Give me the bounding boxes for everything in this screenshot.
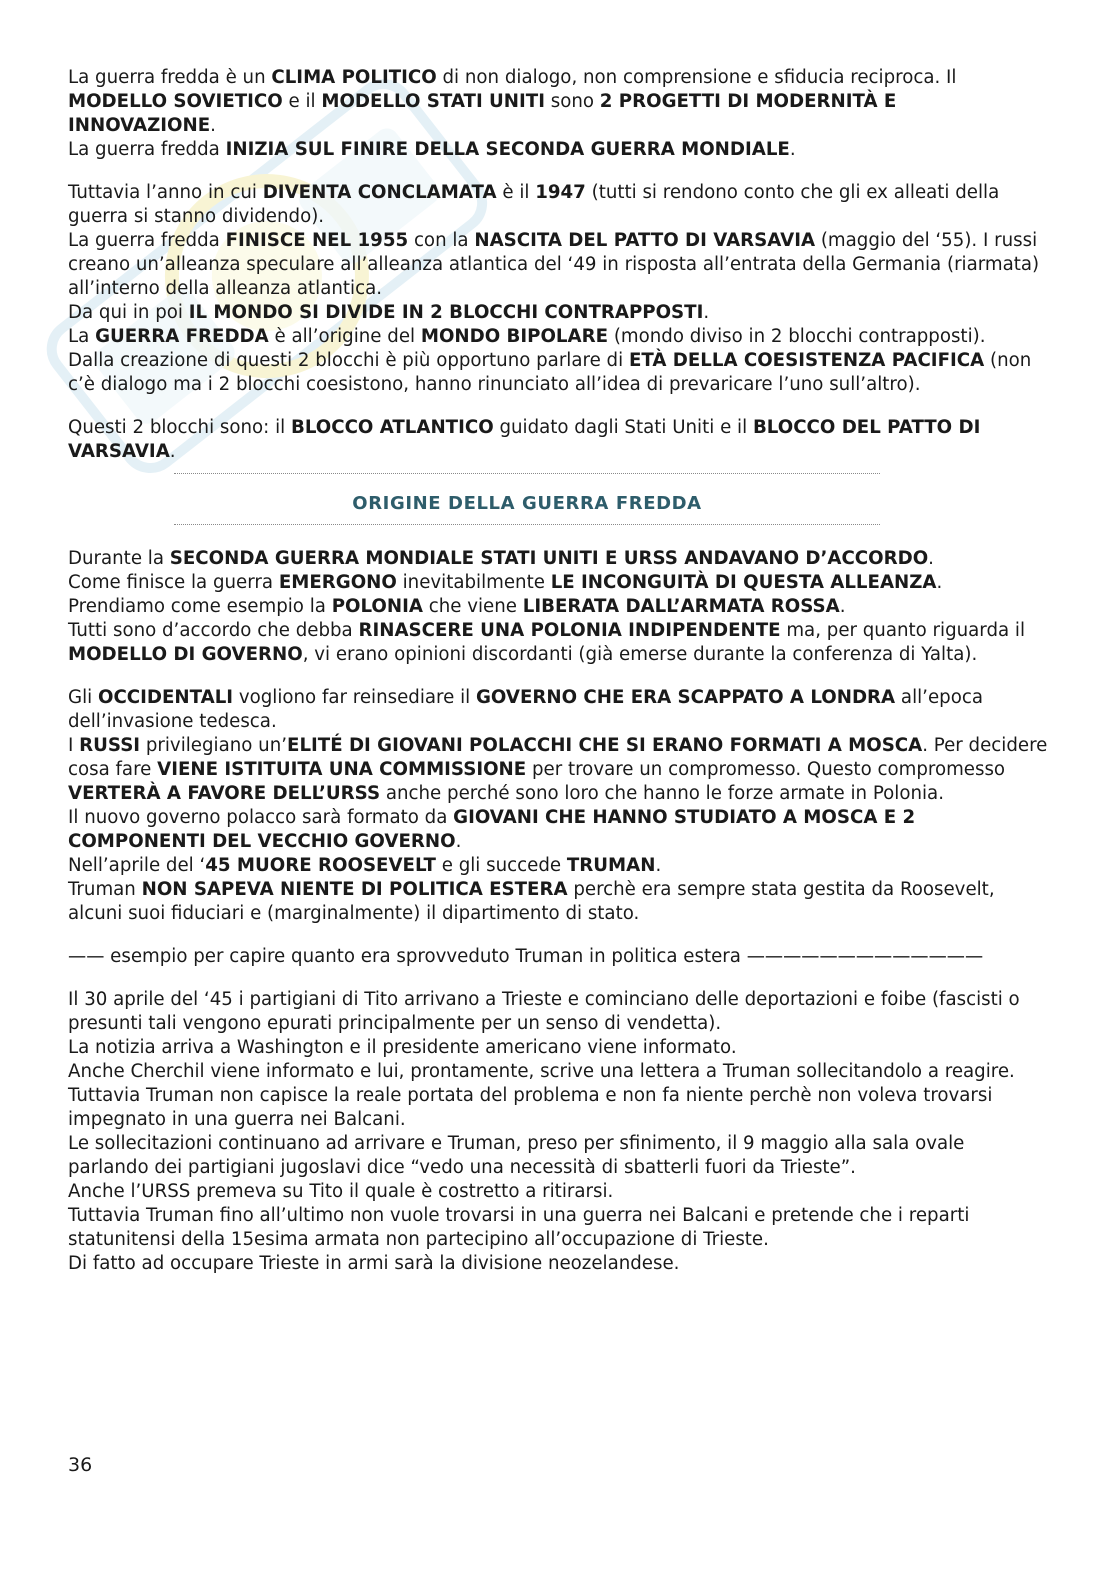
text-run: (maggio del ‘55). I russi creano un’alleanza speculare all’alleanza atlantica del ‘49 in risposta all’entrata della Germania (riarmata) all’interno della alleanza atlantica.	[68, 230, 1040, 299]
text-run: La guerra fredda	[68, 230, 226, 251]
text-run: è all’origine del	[268, 326, 421, 347]
bold-phrase: NASCITA DEL PATTO DI VARSAVIA	[474, 230, 816, 251]
text-run: e il	[282, 91, 322, 112]
bold-phrase: BLOCCO DEL PATTO DI VARSAVIA	[68, 417, 981, 462]
text-run: Nell’aprile del ‘	[68, 855, 206, 876]
text-run: Il 30 aprile del ‘45 i partigiani di Tito arrivano a Trieste e cominciano delle deportazioni e foibe (fascisti o presunti tali vengono epurati principalmente per un senso di vendetta).	[68, 989, 1020, 1034]
paragraph-trieste	[68, 988, 1048, 1276]
text-run: con la	[408, 230, 475, 251]
bold-phrase: LIBERATA DALL’ARMATA ROSSA	[522, 596, 840, 617]
bold-phrase: ELITÉ DI GIOVANI POLACCHI CHE SI ERANO FORMATI A MOSCA	[287, 735, 923, 756]
text-line	[68, 229, 1048, 301]
bold-phrase: OCCIDENTALI	[97, 687, 234, 708]
bold-phrase: FINISCE NEL 1955	[225, 230, 409, 251]
bold-phrase: DIVENTA CONCLAMATA	[262, 182, 497, 203]
text-run: La	[68, 326, 96, 347]
text-line	[68, 301, 1048, 325]
paragraph-example-line	[68, 945, 1048, 969]
divider-bottom	[174, 524, 880, 525]
text-line	[68, 734, 1048, 806]
paragraph-intro-2	[68, 181, 1048, 397]
text-run: Tuttavia Truman fino all’ultimo non vuole trovarsi in una guerra nei Balcani e pretende che i reparti statunitensi della 15esima armata non partecipino all’occupazione di Trieste.	[68, 1205, 970, 1250]
text-run: è il	[496, 182, 536, 203]
text-run: Come finisce la guerra	[68, 572, 279, 593]
text-run: perchè era sempre stata gestita da Roosevelt, alcuni suoi fiduciari e (marginalmente) il dipartimento di stato.	[68, 879, 995, 924]
text-run: Questi 2 blocchi sono: il	[68, 417, 291, 438]
bold-phrase: BLOCCO ATLANTICO	[290, 417, 494, 438]
bold-phrase: TRUMAN	[566, 855, 656, 876]
text-run: . Per decidere cosa fare	[68, 735, 1048, 780]
bold-phrase: ETÀ DELLA COESISTENZA PACIFICA	[628, 350, 985, 371]
paragraph-intro-1	[68, 66, 1048, 162]
text-run: .	[210, 115, 216, 136]
text-run: Gli	[68, 687, 98, 708]
text-run: (non c’è dialogo ma i 2 blocchi coesistono, hanno rinunciato all’idea di prevaricare l’uno sull’altro).	[68, 350, 1032, 395]
text-run: Di fatto ad occupare Trieste in armi sarà la divisione neozelandese.	[68, 1253, 680, 1274]
text-run: Anche Cherchil viene informato e lui, prontamente, scrive una lettera a Truman sollecitandolo a reagire.	[68, 1061, 1015, 1082]
text-line	[68, 1204, 1048, 1252]
bold-phrase: SECONDA GUERRA MONDIALE STATI UNITI E URSS ANDAVANO D’ACCORDO	[169, 548, 929, 569]
bold-phrase: VERTERÀ A FAVORE DELL’URSS	[68, 783, 381, 804]
bold-phrase: INIZIA SUL FINIRE DELLA SECONDA GUERRA MONDIALE	[225, 139, 790, 160]
text-line	[68, 181, 1048, 229]
bold-phrase: 45 MUORE ROOSEVELT	[205, 855, 436, 876]
bold-phrase: LE INCONGUITÀ DI QUESTA ALLEANZA	[550, 572, 937, 593]
text-line	[68, 1060, 1048, 1084]
text-run: La guerra fredda	[68, 139, 226, 160]
text-line	[68, 686, 1048, 734]
text-line	[68, 138, 1048, 162]
text-run: .	[703, 302, 710, 323]
text-run: .	[169, 441, 176, 462]
text-run: e gli succede	[435, 855, 567, 876]
text-line	[68, 945, 1048, 969]
paragraph-origin-1	[68, 547, 1048, 667]
bold-phrase: POLONIA	[331, 596, 423, 617]
text-run: La notizia arriva a Washington e il presidente americano viene informato.	[68, 1037, 737, 1058]
paragraph-origin-2	[68, 686, 1048, 926]
bold-phrase: VIENE ISTITUITA UNA COMMISSIONE	[157, 759, 527, 780]
text-run: Durante la	[68, 548, 170, 569]
text-line	[68, 1180, 1048, 1204]
text-run: .	[789, 139, 796, 160]
text-run: Il nuovo governo polacco sarà formato da	[68, 807, 454, 828]
section-heading: ORIGINE DELLA GUERRA FREDDA	[352, 493, 702, 514]
bold-phrase: MODELLO SOVIETICO	[68, 91, 283, 112]
text-line	[68, 595, 1048, 619]
text-line	[68, 1252, 1048, 1276]
text-line	[68, 66, 1048, 138]
text-run: Tutti sono d’accordo che debba	[68, 620, 359, 641]
text-run: .	[839, 596, 846, 617]
text-run: .	[928, 548, 934, 569]
bold-phrase: MODELLO STATI UNITI	[321, 91, 545, 112]
text-run: Tuttavia l’anno in cui	[68, 182, 263, 203]
divider-top	[174, 473, 880, 474]
text-run: .	[455, 831, 462, 852]
bold-phrase: RUSSI	[79, 735, 141, 756]
bold-phrase: CLIMA POLITICO	[271, 67, 437, 88]
text-run: ma, per quanto riguarda il	[780, 620, 1026, 641]
text-run: (mondo diviso in 2 blocchi contrapposti).	[608, 326, 986, 347]
bold-phrase: GOVERNO CHE ERA SCAPPATO A LONDRA	[475, 687, 896, 708]
text-line	[68, 988, 1048, 1036]
text-line	[68, 1132, 1048, 1180]
text-run: —— esempio per capire quanto era sprovveduto Truman in politica estera —————————————	[68, 946, 984, 967]
document-body	[68, 66, 1048, 1276]
bold-phrase: GIOVANI CHE HANNO STUDIATO A MOSCA E 2 COMPONENTI DEL VECCHIO GOVERNO	[68, 807, 916, 852]
text-run: vogliono far reinsediare il	[233, 687, 476, 708]
bold-phrase: EMERGONO	[278, 572, 397, 593]
text-run: Prendiamo come esempio la	[68, 596, 332, 617]
text-run: di non dialogo, non comprensione e sfiducia reciproca. Il	[436, 67, 957, 88]
bold-phrase: 2 PROGETTI DI MODERNITÀ E INNOVAZIONE	[68, 91, 897, 136]
text-run: per trovare un compromesso. Questo compromesso	[526, 759, 1006, 780]
text-run: La guerra fredda è un	[68, 67, 272, 88]
bold-phrase: NON SAPEVA NIENTE DI POLITICA ESTERA	[141, 879, 568, 900]
text-line	[68, 806, 1048, 854]
text-line	[68, 571, 1048, 595]
page-number: 36	[68, 1454, 93, 1476]
text-line	[68, 878, 1048, 926]
text-line	[68, 547, 1048, 571]
text-line	[68, 1036, 1048, 1060]
text-run: Truman	[68, 879, 142, 900]
text-run: all’epoca dell’invasione tedesca.	[68, 687, 983, 732]
text-run: (tutti si rendono conto che gli ex alleati della guerra si stanno dividendo).	[68, 182, 1000, 227]
text-run: I	[68, 735, 80, 756]
text-run: Tuttavia Truman non capisce la reale portata del problema e non fa niente perchè non voleva trovarsi impegnato in una guerra nei Balcani.	[68, 1085, 993, 1130]
text-run: che viene	[422, 596, 523, 617]
paragraph-intro-3	[68, 416, 1048, 464]
text-line	[68, 854, 1048, 878]
bold-phrase: GUERRA FREDDA	[95, 326, 269, 347]
text-run: anche perché sono loro che hanno le forze armate in Polonia.	[380, 783, 944, 804]
text-run: guidato dagli Stati Uniti e il	[493, 417, 753, 438]
text-run: Anche l’URSS premeva su Tito il quale è costretto a ritirarsi.	[68, 1181, 614, 1202]
text-run: inevitabilmente	[396, 572, 551, 593]
text-line	[68, 416, 1048, 464]
text-line	[68, 325, 1048, 349]
bold-phrase: IL MONDO SI DIVIDE IN 2 BLOCCHI CONTRAPPOSTI	[188, 302, 704, 323]
bold-phrase: MODELLO DI GOVERNO	[68, 644, 303, 665]
text-run: sono	[544, 91, 600, 112]
text-run: .	[936, 572, 943, 593]
text-run: .	[655, 855, 662, 876]
bold-phrase: RINASCERE UNA POLONIA INDIPENDENTE	[358, 620, 781, 641]
bold-phrase: MONDO BIPOLARE	[420, 326, 609, 347]
text-run: Da qui in poi	[68, 302, 189, 323]
text-run: Le sollecitazioni continuano ad arrivare e Truman, preso per sfinimento, il 9 maggio alla sala ovale parlando dei partigiani jugoslavi dice “vedo una necessità di sbatterli fuori da Trieste”.	[68, 1133, 965, 1178]
bold-phrase: 1947	[535, 182, 586, 203]
text-line	[68, 619, 1048, 667]
text-run: , vi erano opinioni discordanti (già emerse durante la conferenza di Yalta).	[302, 644, 978, 665]
text-line	[68, 349, 1048, 397]
text-run: Dalla creazione di questi 2 blocchi è più opportuno parlare di	[68, 350, 629, 371]
text-line	[68, 1084, 1048, 1132]
text-run: privilegiano un’	[140, 735, 288, 756]
